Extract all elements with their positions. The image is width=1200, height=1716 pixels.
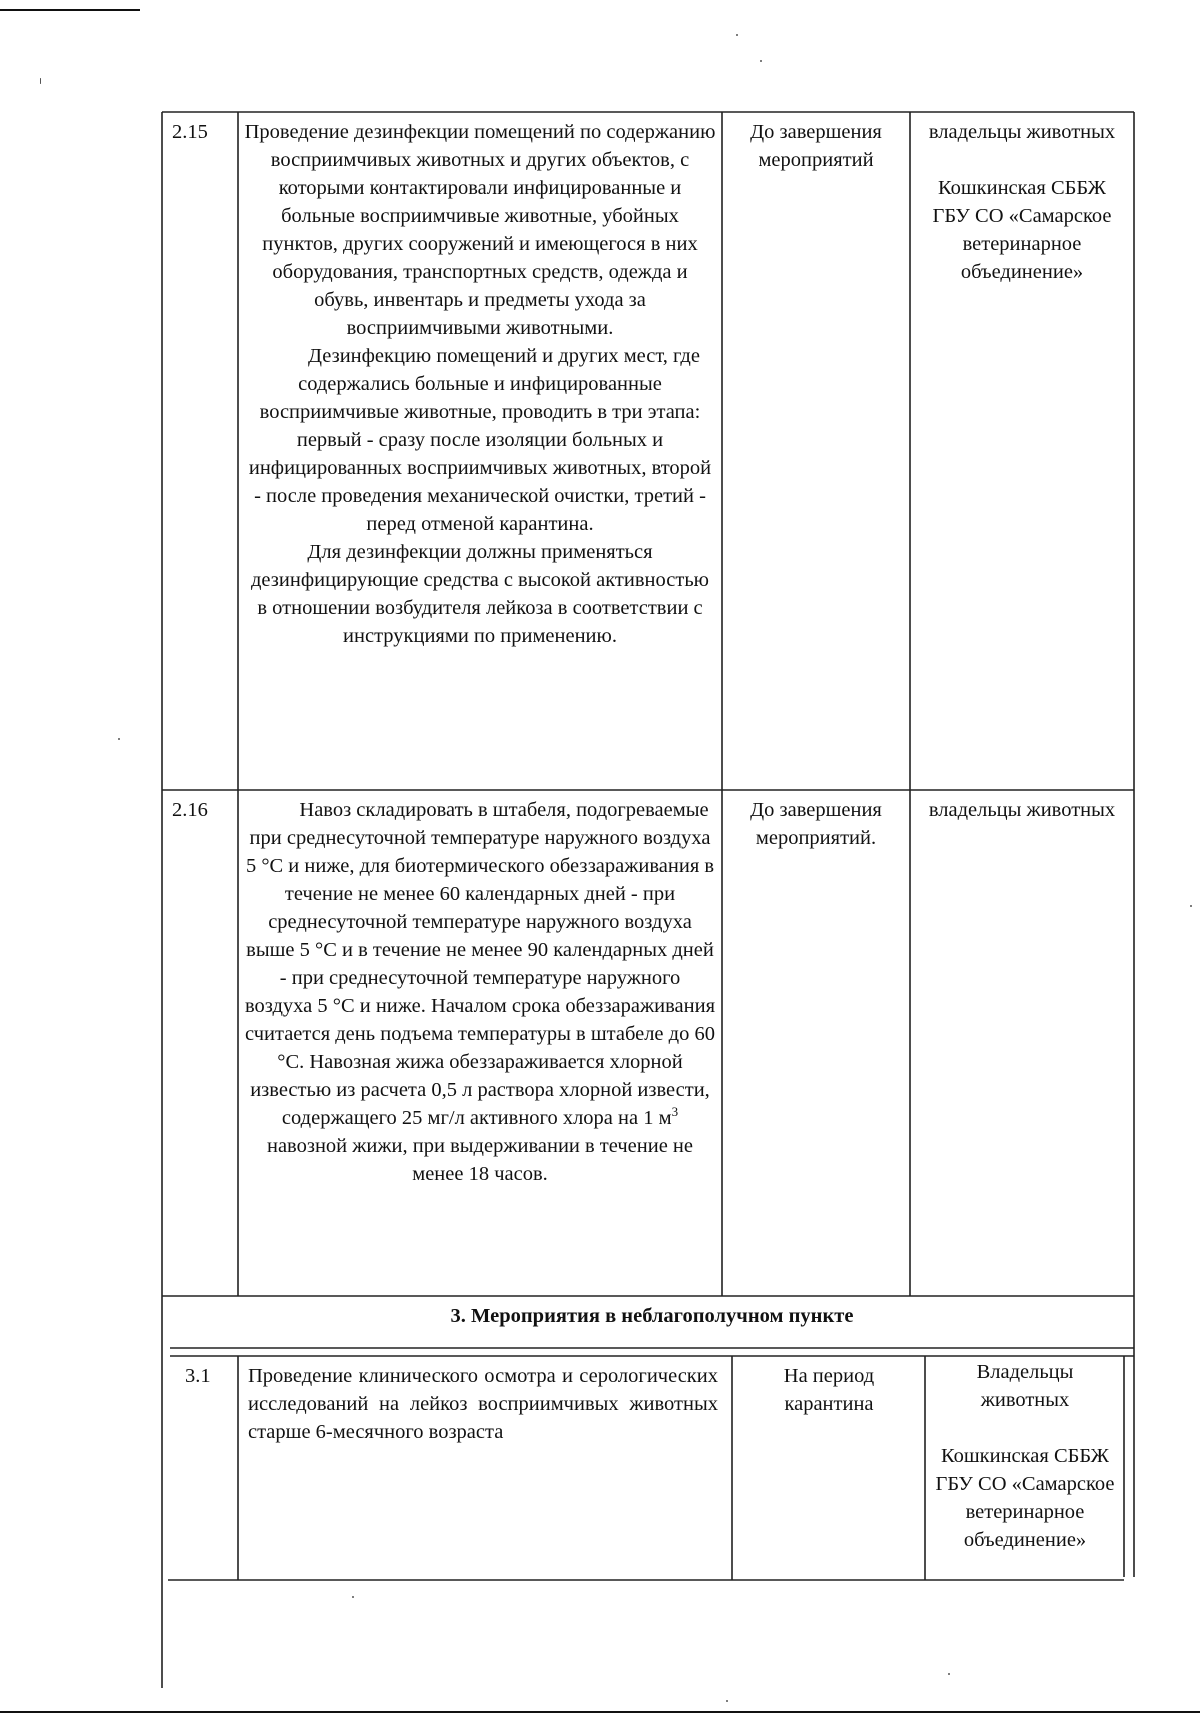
row-number: 2.16	[172, 799, 208, 821]
responsible-service: Кошкинская СББЖ ГБУ СО «Самарское ветеринарное объединение»	[935, 1445, 1115, 1551]
scan-speck	[118, 738, 120, 740]
term-cell: До завершения мероприятий.	[750, 799, 882, 849]
superscript: 3	[671, 1104, 679, 1120]
measure-paragraph: Для дезинфекции должны применяться дезинфицирующие средства с высокой активностью в отношении возбудителя лейкоза в соответствии с инструкциями по применению.	[251, 541, 709, 647]
term-cell: До завершения мероприятий	[750, 121, 882, 171]
term-cell: На период карантина	[783, 1365, 875, 1415]
responsible-owners: владельцы животных	[928, 121, 1116, 143]
measure-paragraph	[244, 796, 716, 1188]
measure-paragraph: Дезинфекцию помещений и других мест, где содержались больные и инфицированные восприимчивые животные, проводить в три этапа: первый - сразу после изоляции больных и инфицированных восприимчивых животных, второй - после проведения механической очистки, третий - перед отменой карантина.	[248, 345, 712, 535]
measure-text-tail: навозной жижи, при выдерживании в течение не менее 18 часов.	[266, 1135, 693, 1185]
measure-cell	[244, 118, 716, 650]
section-title: 3. Мероприятия в неблагополучном пункте	[450, 1305, 854, 1327]
scan-speck	[760, 60, 762, 62]
row-number: 3.1	[185, 1365, 211, 1387]
scan-speck	[40, 78, 41, 84]
row-number: 2.15	[172, 121, 208, 143]
measure-cell: Проведение клинического осмотра и серологических исследований на лейкоз восприимчивых животных старше 6-месячного возраста	[248, 1365, 718, 1443]
measure-cell	[244, 796, 716, 1188]
responsible-cell	[932, 1358, 1118, 1554]
scan-speck	[736, 34, 738, 36]
measure-text: Навоз складировать в штабеля, подогреваемые при среднесуточной температуре наружного воздуха 5 °С и ниже, для биотермического обеззараживания в течение не менее 60 календарных дней - при среднесуточной температуре наружного воздуха выше 5 °С и в течение не менее 90 календарных дней - при среднесуточной температуре наружного воздуха 5 °С и ниже. Началом срока обеззараживания считается день подъема температуры в штабеле до 60 °С. Навозная жижа обеззараживается хлорной известью из расчета 0,5 л раствора хлорной извести, содержащего 25 мг/л активного хлора на 1 м	[244, 799, 716, 1129]
measure-paragraph: Проведение дезинфекции помещений по содержанию восприимчивых животных и других объектов, с которыми контактировали инфицированные и больные восприимчивые животные, убойных пунктов, других сооружений и имеющегося в них оборудования, транспортных средств, одежда и обувь, инвентарь и предметы ухода за восприимчивыми животными.	[244, 121, 716, 339]
responsible-owners: владельцы животных	[928, 799, 1116, 821]
scan-speck	[352, 1596, 354, 1598]
responsible-cell	[918, 796, 1126, 824]
responsible-owners: Владельцы животных	[976, 1361, 1074, 1411]
responsible-service: Кошкинская СББЖ ГБУ СО «Самарское ветеринарное объединение»	[932, 177, 1112, 283]
scan-speck	[1190, 905, 1192, 907]
scan-speck	[726, 1700, 728, 1702]
responsible-cell	[918, 118, 1126, 286]
scan-speck	[948, 1673, 950, 1675]
